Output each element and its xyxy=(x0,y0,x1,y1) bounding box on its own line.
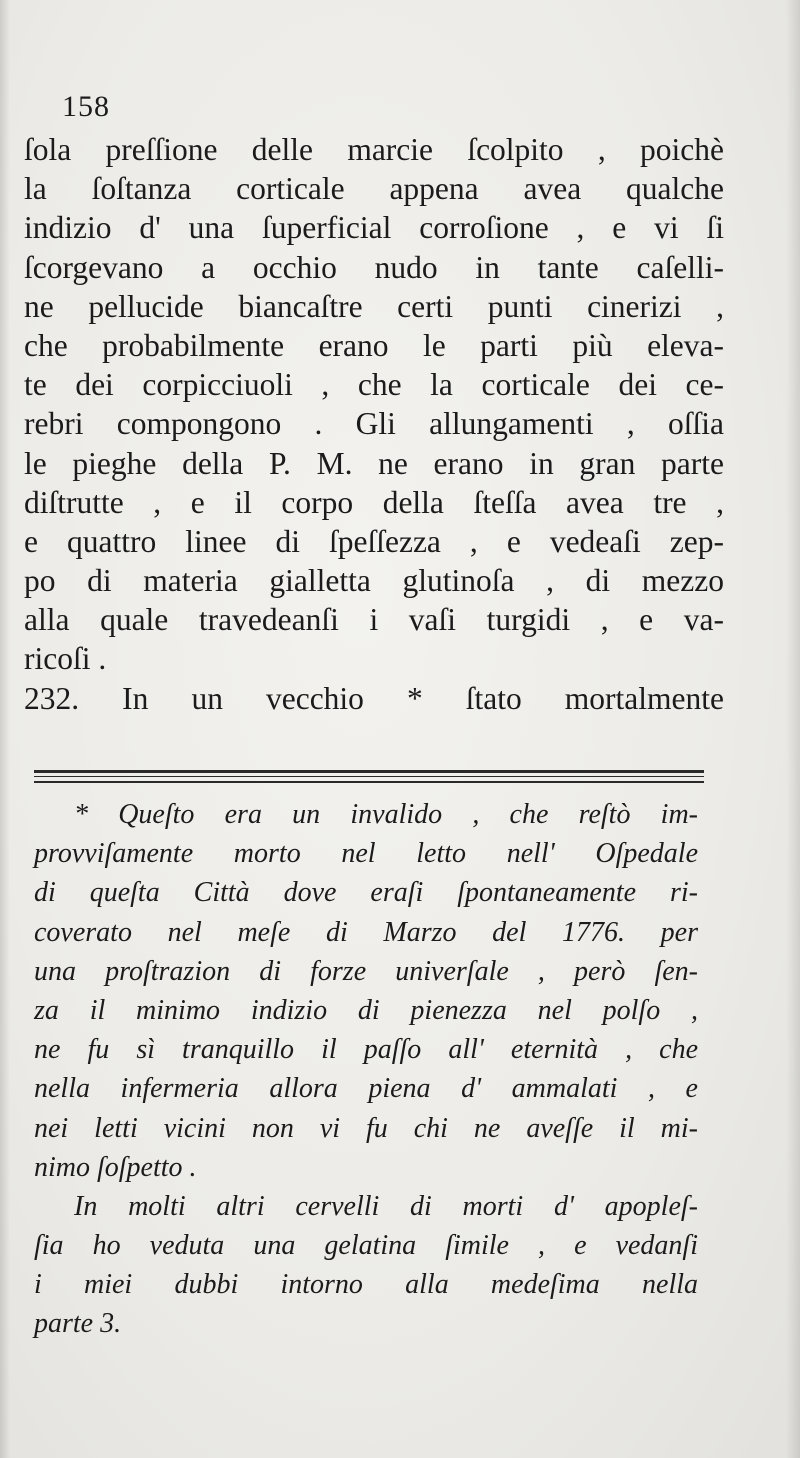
footnote-text xyxy=(34,795,698,1344)
text-line: ſcorgevano a occhio nudo in tante caſelli- xyxy=(24,249,724,285)
footnote-line: nei letti vicini non vi fu chi ne aveſſe il mi- xyxy=(34,1112,698,1144)
footnote-line: za il minimo indizio di pienezza nel polſo , xyxy=(34,994,698,1026)
text-line: che probabilmente erano le parti più eleva- xyxy=(24,327,724,363)
text-line-paragraph-start: 232. In un vecchio * ſtato mortalmente xyxy=(24,680,724,716)
footnote-separator-rule xyxy=(34,770,704,773)
text-line: diſtrutte , e il corpo della ſteſſa avea tre , xyxy=(24,484,724,520)
footnote-line: ſia ho veduta una gelatina ſimile , e vedanſi xyxy=(34,1230,698,1262)
text-line: alla quale travedeanſi i vaſi turgidi , e va- xyxy=(24,602,724,638)
main-text xyxy=(24,130,724,718)
footnote-line: coverato nel meſe di Marzo del 1776. per xyxy=(34,916,698,948)
page-number: 158 xyxy=(62,90,110,123)
text-line: ſola preſſione delle marcie ſcolpito , poichè xyxy=(24,132,724,167)
footnote-line: nimo ſoſpetto . xyxy=(34,1151,197,1183)
text-line: te dei corpicciuoli , che la corticale dei ce- xyxy=(24,367,724,403)
footnote-line: In molti altri cervelli di morti d' apopleſ- xyxy=(74,1190,698,1222)
text-line: ricoſi . xyxy=(24,641,107,677)
footnote-line: nella infermeria allora piena d' ammalati , e xyxy=(34,1073,698,1105)
footnote-line: una proſtrazion di forze univerſale , però ſen- xyxy=(34,955,698,987)
text-line: le pieghe della P. M. ne erano in gran parte xyxy=(24,445,724,481)
footnote-line: i miei dubbi intorno alla medeſima nella xyxy=(34,1269,698,1301)
footnote-line: provviſamente morto nel letto nell' Oſpedale xyxy=(34,838,698,870)
footnote-separator-rule xyxy=(34,776,704,777)
text-line: ne pellucide biancaſtre certi punti cinerizi , xyxy=(24,288,724,324)
footnote-line: parte 3. xyxy=(34,1308,122,1340)
footnote-separator-rule xyxy=(34,781,704,783)
footnote-line: ne fu sì tranquillo il paſſo all' eternità , che xyxy=(34,1034,698,1066)
footnote-line: * Queſto era un invalido , che reſtò im- xyxy=(74,799,698,830)
page-edge-shadow-right xyxy=(786,0,800,1458)
page-edge-shadow-left xyxy=(0,0,10,1458)
text-line: po di materia gialletta glutinoſa , di mezzo xyxy=(24,563,724,599)
text-line: rebri compongono . Gli allungamenti , oſſia xyxy=(24,406,724,442)
footnote-line: di queſta Città dove eraſi ſpontaneamente ri- xyxy=(34,877,698,909)
text-line: la ſoſtanza corticale appena avea qualche xyxy=(24,171,724,207)
text-line: indizio d' una ſuperficial corroſione , e vi ſi xyxy=(24,210,724,246)
text-line: e quattro linee di ſpeſſezza , e vedeaſi zep- xyxy=(24,523,724,559)
